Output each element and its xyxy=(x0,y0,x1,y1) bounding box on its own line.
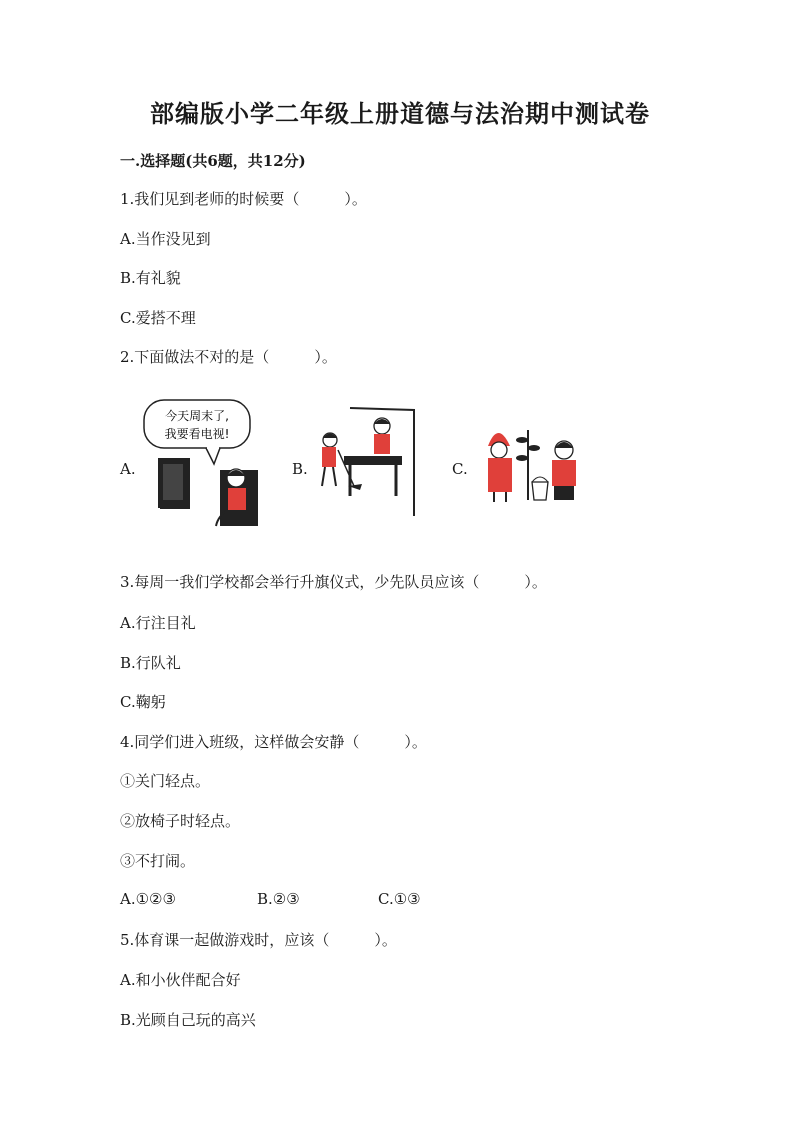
question-2-stem: 2.下面做法不对的是（ ）。 xyxy=(120,348,337,366)
question-4-item-1: ①关门轻点。 xyxy=(120,772,211,790)
cleaning-table-illustration xyxy=(310,398,420,523)
question-1-option-c[interactable]: C.爱搭不理 xyxy=(120,309,196,327)
question-5-option-a[interactable]: A.和小伙伴配合好 xyxy=(120,971,241,989)
question-1-option-a[interactable]: A.当作没见到 xyxy=(120,230,211,248)
question-1-stem: 1.我们见到老师的时候要（ ）。 xyxy=(120,190,367,208)
speech-bubble-line-2: 我要看电视! xyxy=(164,427,230,441)
question-5-option-b[interactable]: B.光顾自己玩的高兴 xyxy=(120,1011,256,1029)
section-heading: 一.选择题(共6题，共12分) xyxy=(120,152,306,170)
question-3-stem: 3.每周一我们学校都会举行升旗仪式，少先队员应该（ ）。 xyxy=(120,573,547,591)
speech-bubble-line-1: 今天周末了, xyxy=(165,409,229,423)
question-2-option-b-label[interactable]: B. xyxy=(292,460,308,478)
page-title: 部编版小学二年级上册道德与法治期中测试卷 xyxy=(150,99,650,128)
question-4-option-c[interactable]: C.①③ xyxy=(378,890,421,908)
question-1-option-b[interactable]: B.有礼貌 xyxy=(120,269,181,287)
question-5-stem: 5.体育课一起做游戏时，应该（ ）。 xyxy=(120,931,397,949)
question-4-option-b[interactable]: B.②③ xyxy=(257,890,300,908)
tv-watching-illustration xyxy=(138,398,270,528)
question-2-picture-options xyxy=(120,398,680,533)
question-4-stem: 4.同学们进入班级，这样做会安静（ ）。 xyxy=(120,733,427,751)
question-2-option-a-label[interactable]: A. xyxy=(120,460,136,478)
question-4-item-2: ②放椅子时轻点。 xyxy=(120,812,241,830)
question-4-option-a[interactable]: A.①②③ xyxy=(120,890,176,908)
question-4-item-3: ③不打闹。 xyxy=(120,852,196,870)
question-3-option-b[interactable]: B.行队礼 xyxy=(120,654,181,672)
question-3-option-c[interactable]: C.鞠躬 xyxy=(120,693,166,711)
planting-tree-illustration xyxy=(480,420,600,510)
question-2-option-c-label[interactable]: C. xyxy=(452,460,468,478)
question-3-option-a[interactable]: A.行注目礼 xyxy=(120,614,196,632)
